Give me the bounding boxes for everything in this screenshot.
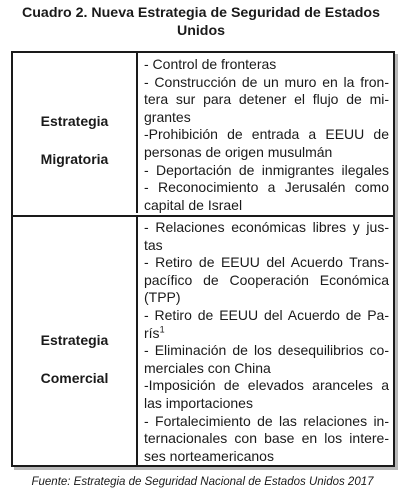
table-title <box>6 4 396 40</box>
content-line: capital de Israel <box>144 196 243 213</box>
row-label-line-2: Migratoria <box>40 151 109 167</box>
row-label-cell <box>13 217 138 467</box>
content-line: - Deportación de inmigrantes ilegales <box>144 161 389 178</box>
content-line: - Eliminación de los desequilibrios co- <box>144 342 389 359</box>
content-line: ses norteamericanos <box>144 447 274 464</box>
content-line: las importaciones <box>144 394 253 411</box>
row-content-cell <box>144 219 389 465</box>
content-line: tas <box>144 236 163 253</box>
row-label <box>13 102 136 178</box>
content-line: -Imposición de elevados aranceles a <box>144 377 389 394</box>
content-line: - Construcción de un muro en la fron- <box>144 73 389 90</box>
content-line: -Prohibición de entrada a EEUU de <box>144 126 389 143</box>
footnote-mark: 1 <box>159 323 165 334</box>
table-title-line-2: Unidos <box>176 23 226 39</box>
content-line: - Retiro de EEUU del Acuerdo Trans- <box>144 254 389 271</box>
strategy-table <box>11 51 395 467</box>
content-line: ternacionales con base en los intere- <box>144 430 389 447</box>
row-label-cell <box>13 53 136 213</box>
source-note: Fuente: Estrategia de Seguridad Nacional de Estados Unidos 2017 <box>31 476 374 488</box>
table-title-line-1: Cuadro 2. Nueva Estrategia de Seguridad de Estados <box>22 5 380 21</box>
table-row-migratoria <box>13 53 393 213</box>
row-label <box>13 321 136 397</box>
row-label-line-2: Comercial <box>40 370 109 386</box>
content-line <box>144 325 389 343</box>
content-line: - Retiro de EEUU del Acuerdo de Pa- <box>144 306 389 323</box>
content-line-text: rís <box>144 324 160 341</box>
table-row-comercial <box>13 215 393 467</box>
content-line: (TPP) <box>144 289 181 306</box>
content-line: - Control de fronteras <box>144 56 277 72</box>
content-line: personas de origen musulmán <box>144 143 333 160</box>
row-content-cell <box>144 56 389 214</box>
row-label-line-1: Estrategia <box>40 113 109 129</box>
content-line: grantes <box>144 108 191 125</box>
content-line: pacífico de Cooperación Económica <box>144 271 389 288</box>
content-line: - Relaciones económicas libres y jus- <box>144 219 389 235</box>
content-line: tera sur para detener el flujo de mi- <box>144 91 389 108</box>
row-label-line-1: Estrategia <box>40 332 109 348</box>
content-line: - Fortalecimiento de las relaciones in- <box>144 412 389 429</box>
content-line: - Reconocimiento a Jerusalén como <box>144 179 389 196</box>
content-line: merciales con China <box>144 359 271 376</box>
